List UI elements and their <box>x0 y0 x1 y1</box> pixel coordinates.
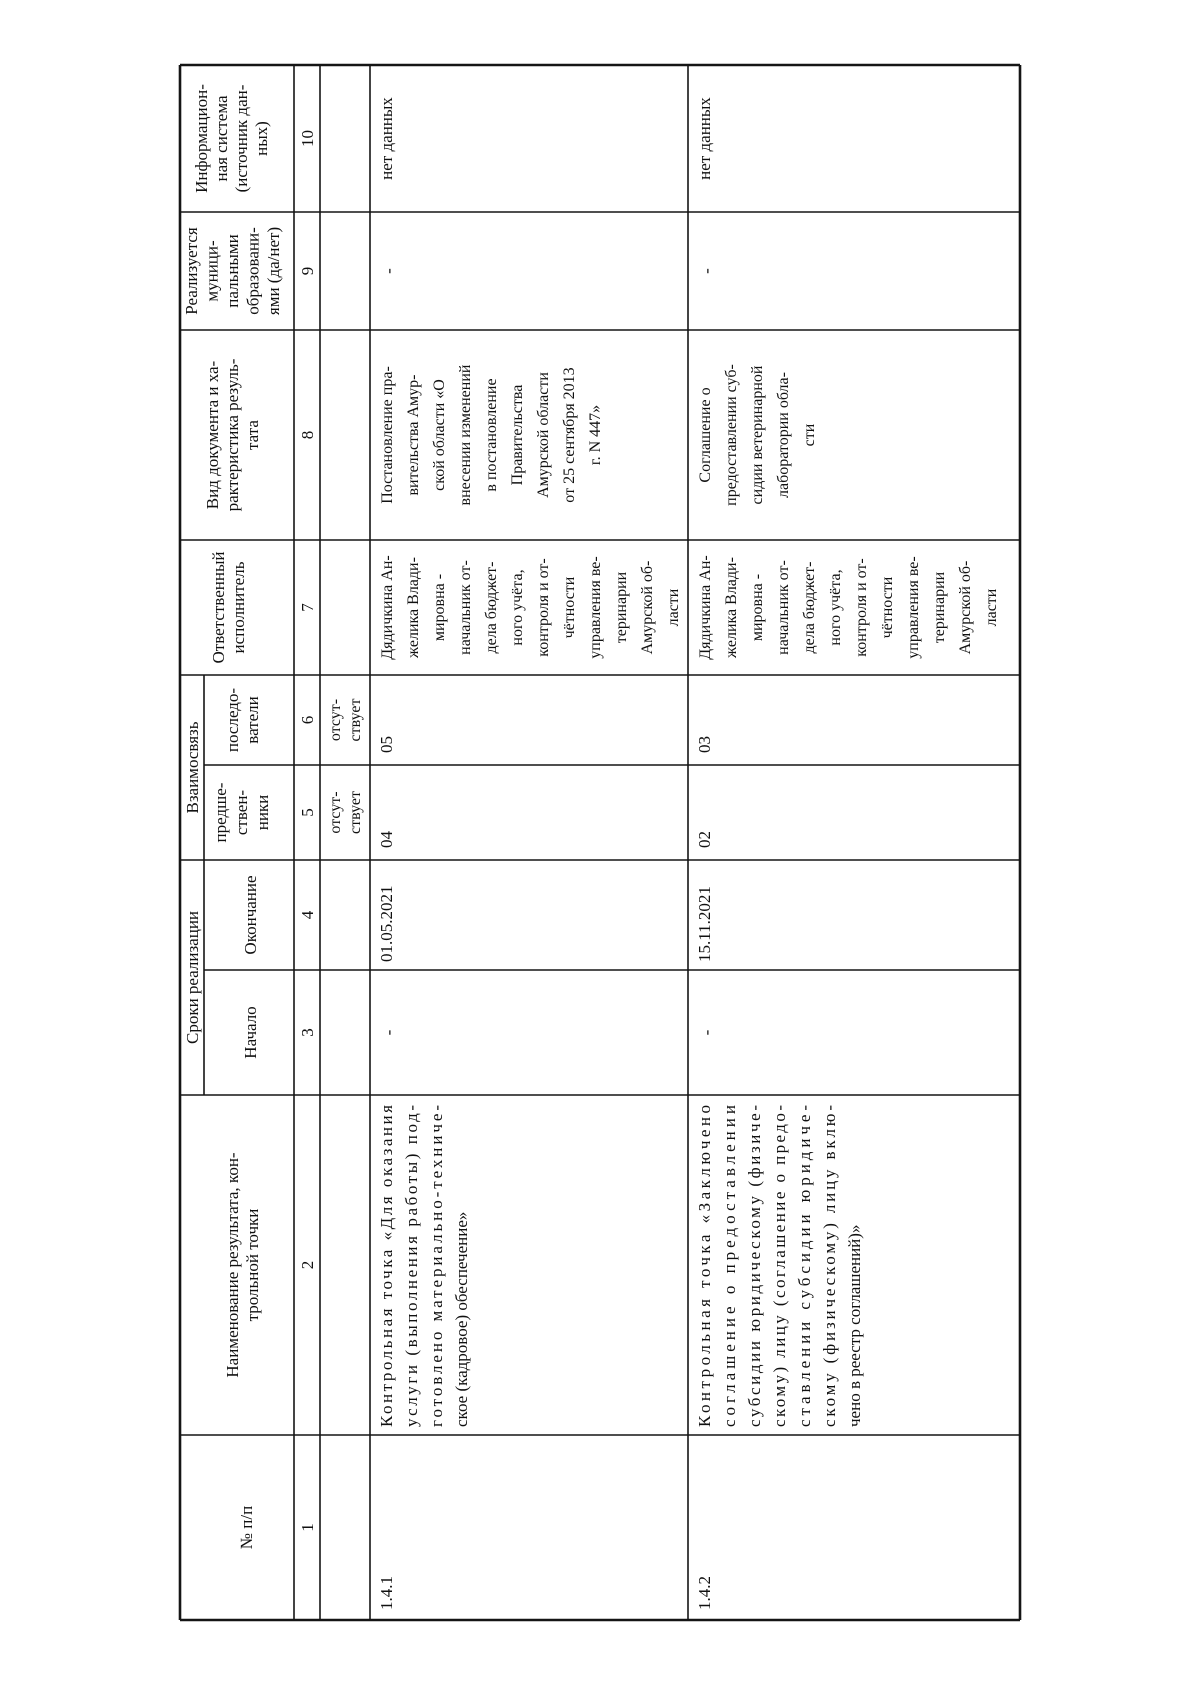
column-number: 6 <box>298 715 317 725</box>
header-pred: предше- ствен- ники <box>211 782 272 843</box>
row-pred: 02 <box>695 831 714 848</box>
spacer-pred: отсут- ствует <box>327 791 364 834</box>
header-num: № п/п <box>237 1505 256 1550</box>
row-info: нет данных <box>377 97 396 180</box>
row-name: Контрольная точка «Для оказанияуслуги (выполнения работы) под-готовлено материально-техниче-ское (кадровое) обеспечение» <box>377 1105 471 1427</box>
header-vzaim: Взаимосвязь <box>183 721 202 814</box>
row-number: 1.4.1 <box>377 1576 396 1610</box>
row-start: - <box>379 1029 398 1036</box>
header-resp: Ответственныйисполнитель <box>209 551 248 664</box>
row-doc: Постановление пра- вительства Амур- ской области «О внесении изменений в постановление Правительства Амурской области от 25 сентября 2013 г. N 447» <box>379 364 604 506</box>
header-post: последо-ватели <box>223 687 262 753</box>
row-post: 03 <box>695 736 714 753</box>
header-start: Начало <box>241 1006 260 1059</box>
spacer-post: отсут- ствует <box>327 698 364 742</box>
row-name: Контрольная точка «Заключеносоглашение о предоставлениисубсидии юридическому (физиче-скому) лицу (соглашение о предо-ставлении субсидии юридиче-скому (физическому) лицу вклю-чено в реестр соглашений)» <box>695 1105 864 1427</box>
column-number: 2 <box>298 1260 317 1270</box>
row-post: 05 <box>377 736 396 753</box>
header-mun: Реализуетсямуници-пальнымиобразовани-ями (да/нет) <box>182 226 283 316</box>
row-start: - <box>697 1029 716 1036</box>
header-doc: Вид документа и ха-рактеристика резуль-тата <box>203 358 262 512</box>
header-info: Информацион-ная система(источник дан-ных) <box>192 84 271 193</box>
row-resp: Дядичкина Ан- желика Влади- мировна - начальник от- дела бюджет- ного учёта, контроля и от- чётности управления ве- теринарии Амурской об- ласти <box>379 555 682 660</box>
column-number: 5 <box>298 808 317 817</box>
row-doc: Соглашение о предоставлении суб- сидии ветеринарной лаборатории обла- сти <box>697 364 818 506</box>
row-end: 01.05.2021 <box>377 885 396 962</box>
row-end: 15.11.2021 <box>695 886 714 962</box>
header-name: Наименование результата, кон-трольной точки <box>223 1152 262 1378</box>
column-number: 8 <box>298 430 317 440</box>
row-resp: Дядичкина Ан- желика Влади- мировна - начальник от- дела бюджет- ного учёта, контроля и от- чётности управления ве- теринарии Амурской об- ласти <box>697 555 1000 660</box>
row-info: нет данных <box>695 97 714 180</box>
column-number: 9 <box>298 266 317 276</box>
row-pred: 04 <box>377 831 396 848</box>
header-sroki: Сроки реализации <box>183 910 202 1045</box>
column-number: 1 <box>298 1523 317 1532</box>
column-number: 10 <box>298 130 317 147</box>
row-number: 1.4.2 <box>695 1576 714 1610</box>
header-end: Окончание <box>241 875 260 955</box>
row-mun: - <box>379 268 398 274</box>
column-number: 7 <box>298 603 317 612</box>
column-number: 4 <box>298 910 317 920</box>
column-number: 3 <box>298 1028 317 1037</box>
row-mun: - <box>697 268 716 274</box>
